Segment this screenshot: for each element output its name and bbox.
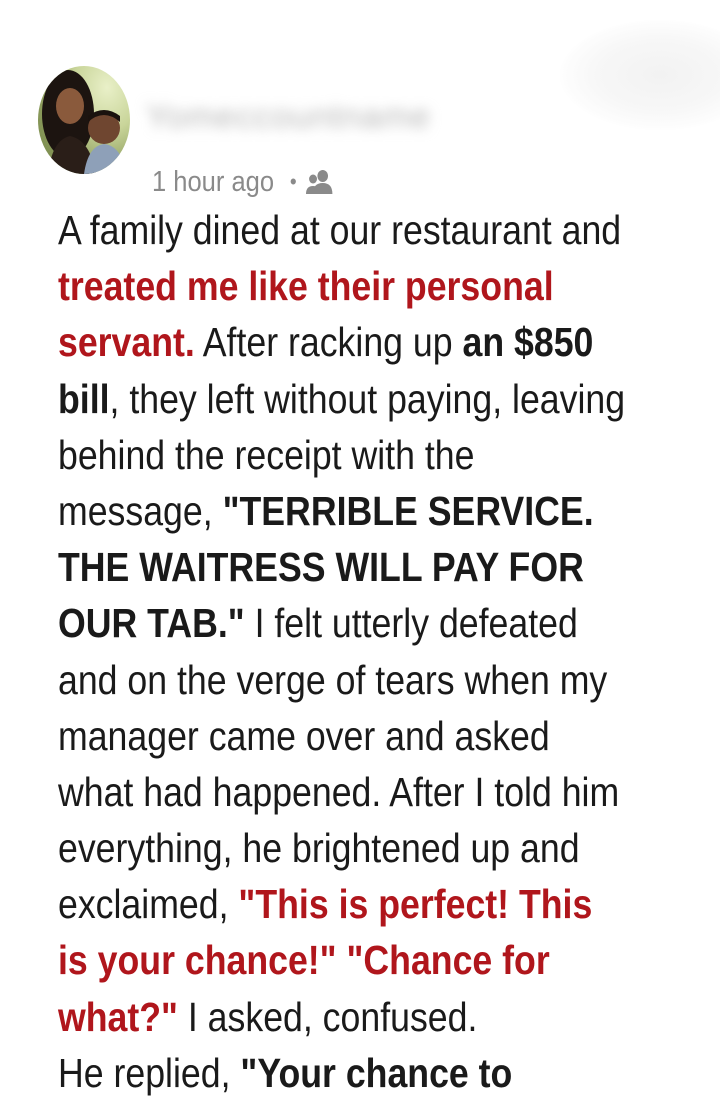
bold-text: bill <box>58 375 110 422</box>
post-line <box>58 314 667 370</box>
post-line <box>58 539 667 595</box>
avatar-photo <box>38 66 130 174</box>
post-line <box>58 764 667 820</box>
post-timestamp[interactable]: 1 hour ago <box>152 165 275 198</box>
post-line <box>58 876 667 932</box>
highlighted-text: "This is perfect! This <box>238 881 593 928</box>
post-text: A family dined at our restaurant and <box>58 207 622 253</box>
highlighted-text: servant. <box>58 319 195 366</box>
post-line <box>58 652 667 708</box>
post-text: and on the verge of tears when my <box>58 656 608 703</box>
post-text: what had happened. After I told him <box>58 768 620 815</box>
bold-text: "Your chance to <box>240 1049 513 1096</box>
post-text: message, <box>58 487 223 534</box>
post-line <box>58 1045 667 1101</box>
post-line <box>58 708 667 764</box>
friends-icon[interactable] <box>305 167 335 197</box>
post-text: exclaimed, <box>58 881 239 928</box>
highlighted-text: treated me like their personal <box>58 263 554 310</box>
post-line <box>58 371 667 427</box>
bold-text: OUR TAB." <box>58 600 245 647</box>
post-line <box>58 932 667 988</box>
post-line <box>58 483 667 539</box>
bold-text: "TERRIBLE SERVICE. <box>222 487 594 534</box>
post-text: After racking up <box>194 319 463 366</box>
avatar[interactable] <box>38 66 130 174</box>
author-name[interactable]: Yomeccountname <box>146 98 431 136</box>
background-glow <box>560 20 720 130</box>
bold-text: an $850 <box>462 319 594 366</box>
post-text: , they left without paying, leaving <box>109 375 626 422</box>
post-line <box>58 820 667 876</box>
post-line <box>58 989 667 1045</box>
post-line <box>58 258 667 314</box>
post-text: He replied, <box>58 1049 241 1096</box>
post-line <box>58 427 667 483</box>
highlighted-text: is your chance!" "Chance for <box>58 937 550 984</box>
post-text: I asked, confused. <box>177 993 478 1040</box>
highlighted-text: what?" <box>58 993 178 1040</box>
post-meta <box>152 160 335 204</box>
post-text: everything, he brightened up and <box>58 825 580 872</box>
post-line <box>58 202 667 258</box>
post-text: I felt utterly defeated <box>244 600 578 647</box>
post-text: manager came over and asked <box>58 712 550 759</box>
post-body <box>58 202 667 1101</box>
post-text: behind the receipt with the <box>58 431 475 478</box>
post-line <box>58 595 667 651</box>
bold-text: THE WAITRESS WILL PAY FOR <box>58 544 584 591</box>
meta-separator: • <box>289 169 297 194</box>
